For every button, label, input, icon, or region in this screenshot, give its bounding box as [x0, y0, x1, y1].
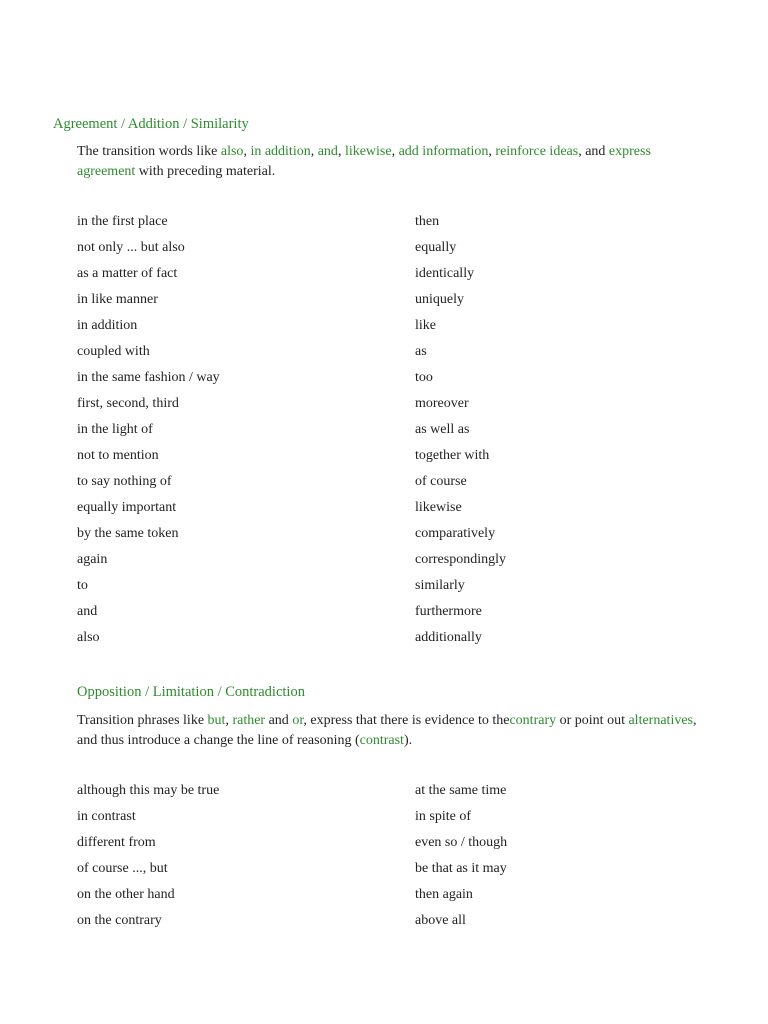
phrase-item: not only ... but also [77, 240, 185, 255]
highlighted-term: express agreement [77, 144, 651, 179]
highlighted-term: alternatives [628, 713, 693, 728]
phrase-item: of course ..., but [77, 861, 168, 876]
phrase-item: on the other hand [77, 887, 175, 902]
phrase-item: correspondingly [415, 552, 506, 567]
phrase-item: not to mention [77, 448, 159, 463]
phrase-item: in the light of [77, 422, 153, 437]
phrase-item: be that as it may [415, 861, 507, 876]
phrase-item: even so / though [415, 835, 508, 850]
phrase-item: moreover [415, 396, 469, 411]
phrase-item: in contrast [77, 809, 136, 824]
phrase-item: again [77, 552, 108, 567]
phrase-item: as a matter of fact [77, 266, 178, 281]
paragraph-text: , and thus introduce a change the line of reasoning ( [77, 713, 697, 748]
highlighted-term: rather [232, 713, 266, 728]
phrase-item: different from [77, 835, 156, 850]
intro-paragraph-agreement [77, 142, 697, 181]
paragraph-text: Transition phrases like [77, 713, 208, 728]
phrase-item: also [77, 630, 100, 645]
phrase-item: of course [415, 474, 467, 489]
phrase-item: to say nothing of [77, 474, 172, 489]
phrase-item: in addition [77, 318, 138, 333]
phrase-item: comparatively [415, 526, 496, 541]
section-heading-opposition: Opposition / Limitation / Contradiction [77, 684, 305, 700]
highlighted-term: and [317, 144, 338, 159]
phrase-item: although this may be true [77, 783, 220, 798]
phrase-list-right-opposition [415, 778, 507, 934]
phrase-list-left-agreement [77, 209, 220, 651]
highlighted-term: contrast [359, 732, 404, 748]
highlighted-term: likewise [344, 144, 392, 159]
phrase-item: to [77, 578, 88, 593]
highlighted-term: but [207, 713, 226, 728]
phrase-item: then [415, 214, 440, 229]
highlighted-term: or [292, 713, 304, 728]
paragraph-text: , [337, 144, 345, 159]
phrase-item: at the same time [415, 783, 507, 798]
paragraph-text: , [243, 144, 251, 159]
highlighted-term: also [220, 144, 244, 159]
phrase-item: equally [415, 240, 457, 255]
highlighted-term: in addition [250, 144, 311, 159]
paragraph-text: The transition words like [77, 144, 221, 159]
paragraph-text: , express that there is evidence to the [303, 713, 510, 728]
phrase-item: by the same token [77, 526, 179, 541]
phrase-item: first, second, third [77, 396, 179, 411]
phrase-item: as [415, 344, 427, 359]
paragraph-text: with preceding material. [135, 163, 276, 179]
paragraph-text: , [225, 713, 233, 728]
highlighted-term: contrary [509, 713, 557, 728]
phrase-list-right-agreement [415, 209, 506, 651]
phrase-item: in like manner [77, 292, 158, 307]
phrase-item: additionally [415, 630, 482, 645]
paragraph-text: ). [403, 732, 413, 748]
phrase-item: equally important [77, 500, 177, 515]
paragraph-text: or point out [556, 713, 629, 728]
phrase-item: in the first place [77, 214, 168, 229]
highlighted-term: reinforce ideas [495, 144, 579, 159]
phrase-item: likewise [415, 500, 462, 515]
paragraph-text: , [310, 144, 318, 159]
paragraph-text: , [391, 144, 399, 159]
paragraph-text: , [488, 144, 496, 159]
phrase-item: too [415, 370, 433, 385]
highlighted-term: add information [398, 144, 489, 159]
phrase-item: and [77, 604, 98, 619]
phrase-list-left-opposition [77, 778, 219, 934]
paragraph-text: , and [578, 144, 609, 159]
phrase-item: uniquely [415, 292, 464, 307]
phrase-item: on the contrary [77, 913, 162, 928]
phrase-item: coupled with [77, 344, 150, 359]
section-heading-agreement: Agreement / Addition / Similarity [53, 116, 249, 132]
paragraph-text: and [265, 713, 293, 728]
phrase-item: furthermore [415, 604, 482, 619]
phrase-item: identically [415, 266, 475, 281]
phrase-item: in spite of [415, 809, 471, 824]
phrase-item: like [415, 318, 436, 333]
phrase-item: similarly [415, 578, 465, 593]
phrase-item: as well as [415, 422, 470, 437]
phrase-item: then again [415, 887, 473, 902]
intro-paragraph-opposition [77, 711, 697, 750]
phrase-item: above all [415, 913, 466, 928]
phrase-item: in the same fashion / way [77, 370, 220, 385]
phrase-item: together with [415, 448, 490, 463]
